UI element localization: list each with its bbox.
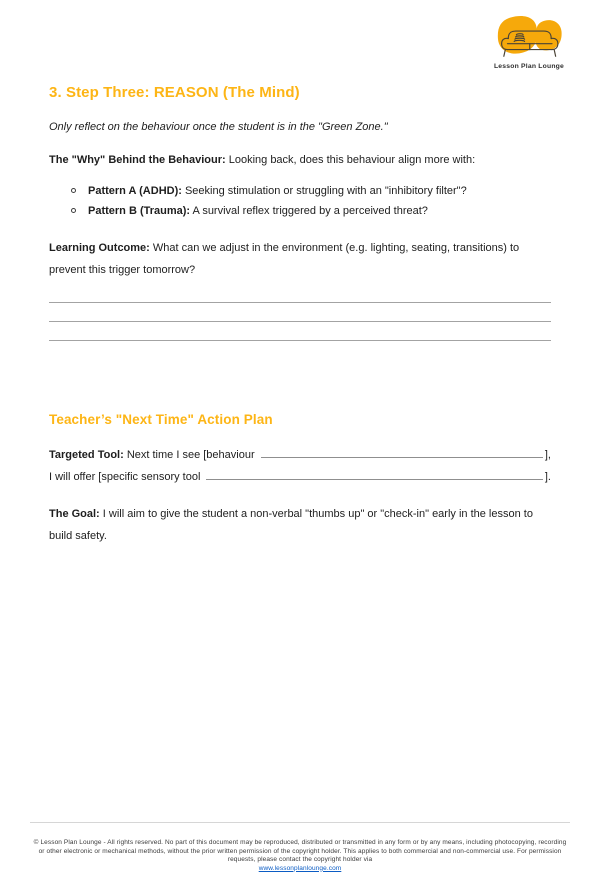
pattern-a-text: [88, 181, 467, 201]
answer-lines: [49, 284, 551, 341]
list-item: [49, 201, 551, 221]
bracket-close: ].: [544, 471, 551, 483]
learning-outcome-label: Learning Outcome:: [49, 242, 150, 254]
write-on-line[interactable]: [49, 303, 551, 322]
why-label: The "Why" Behind the Behaviour:: [49, 154, 226, 166]
website-link[interactable]: www.lessonplanlounge.com: [258, 864, 342, 872]
why-text: Looking back, does this behaviour align more with:: [225, 154, 476, 166]
brand-name: Lesson Plan Lounge: [493, 63, 565, 70]
targeted-tool-line-2: [49, 466, 551, 488]
pattern-b-description: A survival reflex triggered by a perceived threat?: [190, 205, 428, 217]
write-on-line[interactable]: [49, 322, 551, 341]
sensory-tool-prompt: I will offer [specific sensory tool: [49, 471, 201, 483]
pattern-list: [49, 181, 551, 221]
green-zone-note: Only reflect on the behaviour once the student is in the "Green Zone.": [49, 121, 388, 133]
learning-outcome-text: What can we adjust in the environment (e.g. lighting, seating, transitions) to prevent this trigger tomorrow?: [49, 242, 520, 276]
copyright-notice: [30, 839, 570, 873]
pattern-a-description: Seeking stimulation or struggling with an "inhibitory filter"?: [181, 185, 467, 197]
bracket-close: ],: [544, 449, 551, 461]
copyright-text: © Lesson Plan Lounge - All rights reserved. No part of this document may be reproduced, distributed or transmitted in any form or by any means, including photocopying, recording or other electronic or mechanical methods, without the prior written permission of the copyright holder. This applies to both commercial and non-commercial use. For permission requests, please contact the copyright holder via: [33, 839, 567, 863]
pattern-b-label: Pattern B (Trauma):: [88, 205, 191, 217]
sensory-tool-blank-field[interactable]: [206, 466, 542, 480]
pattern-a-label: Pattern A (ADHD):: [88, 185, 182, 197]
targeted-tool-label: Targeted Tool:: [49, 449, 124, 461]
learning-outcome-paragraph: [49, 237, 551, 281]
write-on-line[interactable]: [49, 284, 551, 303]
goal-paragraph: [49, 503, 551, 547]
action-plan-heading: Teacher’s "Next Time" Action Plan: [49, 412, 273, 427]
step-three-heading: 3. Step Three: REASON (The Mind): [49, 84, 300, 101]
page-footer: [30, 822, 570, 873]
why-paragraph: [49, 152, 551, 169]
targeted-tool-text: [49, 444, 255, 466]
goal-text: I will aim to give the student a non-verbal "thumbs up" or "check-in" early in the lesson to build safety.: [49, 508, 533, 542]
targeted-tool-prompt: Next time I see [behaviour: [123, 449, 255, 461]
circle-bullet-icon: [71, 188, 76, 193]
circle-bullet-icon: [71, 208, 76, 213]
goal-label: The Goal:: [49, 508, 100, 520]
targeted-tool-block: [49, 444, 551, 488]
targeted-tool-line-1: [49, 444, 551, 466]
behaviour-blank-field[interactable]: [261, 444, 543, 458]
list-item: [49, 181, 551, 201]
pattern-b-text: [88, 201, 428, 221]
